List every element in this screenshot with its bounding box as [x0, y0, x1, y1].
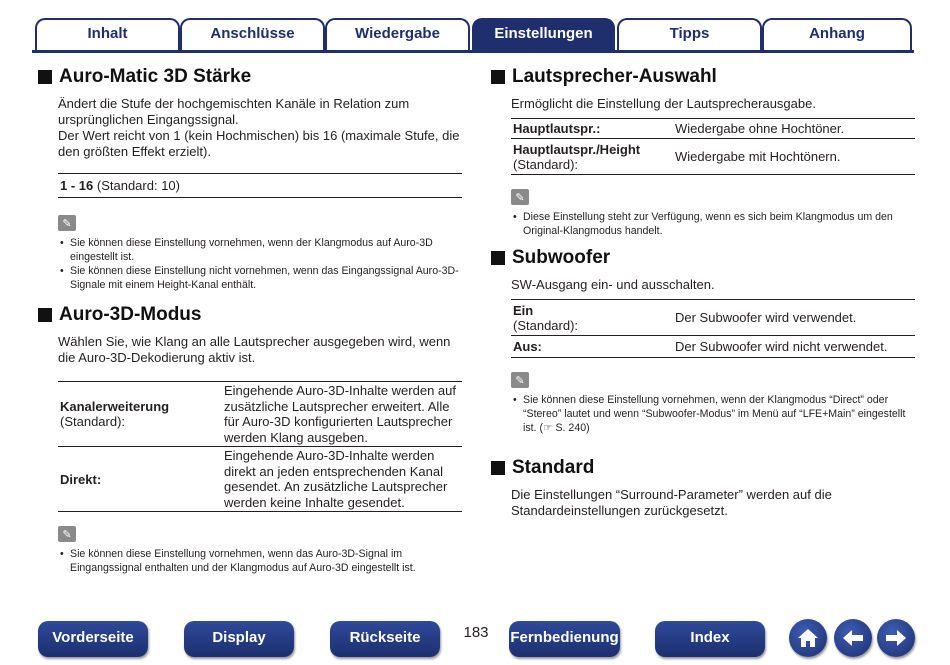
subwoofer-table: [511, 299, 915, 358]
back-button[interactable]: [834, 619, 872, 657]
note-text: Sie können diese Einstellung vornehmen, wenn der Klangmodus “Direct” oder “Stereo” lautet und wenn “Subwoofer-Modus” im Menü auf “LFE+Main” eingestellt ist.: [523, 394, 906, 434]
pencil-icon: ✎: [58, 526, 76, 542]
tab-inhalt[interactable]: Inhalt: [35, 18, 180, 52]
pointing-hand-icon: ☞: [543, 422, 553, 434]
table-row: [511, 336, 915, 358]
vorderseite-button[interactable]: Vorderseite: [38, 621, 148, 657]
table-row: [58, 174, 462, 198]
row-sub: (Standard):: [60, 414, 126, 429]
home-button[interactable]: [789, 619, 827, 657]
tab-underline: [32, 50, 914, 53]
value-table: [58, 173, 462, 198]
table-value-cell: Der Subwoofer wird verwendet.: [673, 300, 915, 336]
square-bullet-icon: [491, 461, 505, 475]
fernbedienung-button[interactable]: Fernbedienung: [509, 621, 620, 657]
note-item: • Diese Einstellung steht zur Verfügung, wenn es sich beim Klangmodus um den Original-Klangmodus handelt.: [511, 210, 915, 238]
table-key-cell: [511, 300, 673, 336]
row-key: Ein: [513, 302, 534, 318]
row-key: Kanalerweiterung: [60, 399, 170, 414]
note-list: [511, 210, 915, 238]
pencil-icon: ✎: [511, 189, 529, 205]
paragraph: SW-Ausgang ein- und ausschalten.: [511, 277, 715, 292]
rueckseite-button[interactable]: Rückseite: [330, 621, 440, 657]
section-heading-auro-matic: [38, 62, 462, 92]
table-value-cell: Der Subwoofer wird nicht verwendet.: [673, 336, 915, 358]
section-title: Lautsprecher-Auswahl: [512, 66, 717, 87]
row-key: Hauptlautspr.:: [513, 121, 601, 136]
table-value-cell: Wiedergabe mit Hochtönern.: [673, 139, 915, 175]
mode-table: [58, 381, 462, 512]
note-box: [58, 215, 462, 292]
paragraph: Ändert die Stufe der hochgemischten Kanäle in Relation zum ursprünglichen Eingangssignal.: [58, 96, 410, 127]
table-key-cell: [511, 119, 673, 139]
speaker-table: [511, 118, 915, 175]
table-cell: [58, 174, 462, 198]
table-key-cell: [511, 139, 673, 175]
table-row: [58, 447, 462, 512]
table-row: [511, 119, 915, 139]
table-row: [58, 382, 462, 447]
note-list: [511, 393, 915, 435]
tab-wiedergabe[interactable]: Wiedergabe: [325, 18, 470, 52]
section-title: Auro-Matic 3D Stärke: [59, 66, 252, 87]
table-key-cell: [58, 382, 220, 447]
table-row: [511, 300, 915, 336]
range-value: 1 - 16: [60, 178, 94, 193]
square-bullet-icon: [38, 70, 52, 84]
forward-button[interactable]: [877, 619, 915, 657]
table-value-cell: Eingehende Auro-3D-Inhalte werden auf zusätzliche Lautsprecher erweitert. Alle für Auro-3D konfigurierten Lautsprecher werden Klang ausgeben.: [220, 382, 462, 447]
left-column: [38, 62, 462, 575]
section-heading-auro-3d-modus: [38, 300, 462, 330]
tab-anschluesse[interactable]: Anschlüsse: [180, 18, 325, 52]
index-button[interactable]: Index: [655, 621, 765, 657]
paragraph: Ermöglicht die Einstellung der Lautsprecherausgabe.: [511, 96, 816, 111]
row-sub: (Standard):: [513, 156, 579, 172]
page-number: 183: [463, 624, 489, 641]
note-box: [58, 526, 462, 575]
page-reference-link[interactable]: S. 240): [555, 422, 590, 434]
arrow-left-icon: [841, 628, 865, 648]
home-icon: [796, 627, 820, 649]
section-heading-standard: [491, 453, 915, 483]
row-key: Aus:: [513, 339, 542, 354]
tab-tipps[interactable]: Tipps: [617, 18, 762, 52]
note-list: [58, 547, 462, 575]
section-heading-lautsprecher: [491, 62, 915, 92]
table-value-cell: Wiedergabe ohne Hochtöner.: [673, 119, 915, 139]
section-heading-subwoofer: [491, 243, 915, 273]
pencil-icon: ✎: [58, 215, 76, 231]
table-row: [511, 139, 915, 175]
row-key: Hauptlautspr./Height: [513, 141, 641, 157]
row-sub: (Standard):: [513, 317, 579, 333]
section-title: Subwoofer: [512, 247, 611, 268]
paragraph: Die Einstellungen “Surround-Parameter” werden auf die Standardeinstellungen zurückgesetzt.: [511, 487, 832, 518]
section-title: Standard: [512, 457, 595, 478]
note-item: [511, 393, 915, 435]
note-list: [58, 236, 462, 292]
tab-anhang[interactable]: Anhang: [762, 18, 912, 52]
right-column: [491, 62, 915, 519]
display-button[interactable]: Display: [184, 621, 294, 657]
paragraph: Wählen Sie, wie Klang an alle Lautsprecher ausgegeben wird, wenn die Auro-3D-Dekodierung aktiv ist.: [58, 334, 451, 365]
row-key: Direkt:: [60, 471, 102, 487]
square-bullet-icon: [491, 70, 505, 84]
section-title: Auro-3D-Modus: [59, 304, 202, 325]
range-default: (Standard: 10): [96, 178, 180, 193]
table-value-cell: Eingehende Auro-3D-Inhalte werden direkt an jeden entsprechenden Kanal gesendet. An zusätzliche Lautsprecher werden keine Inhalte gesendet.: [220, 447, 462, 512]
square-bullet-icon: [38, 308, 52, 322]
square-bullet-icon: [491, 251, 505, 265]
note-item: • Sie können diese Einstellung vornehmen, wenn das Auro-3D-Signal im Eingangssignal enthalten und der Klangmodus auf Auro-3D eingestellt ist.: [58, 547, 462, 575]
note-box: [511, 372, 915, 435]
tab-bar: [0, 0, 950, 56]
table-key-cell: [58, 447, 220, 512]
note-item: • Sie können diese Einstellung vornehmen, wenn der Klangmodus auf Auro-3D eingestellt ist.: [58, 236, 462, 264]
pencil-icon: ✎: [511, 372, 529, 388]
note-box: [511, 189, 915, 238]
note-ref-open: (: [539, 422, 544, 434]
tab-einstellungen[interactable]: Einstellungen: [472, 18, 615, 52]
arrow-right-icon: [884, 628, 908, 648]
table-key-cell: [511, 336, 673, 358]
note-item: • Sie können diese Einstellung nicht vornehmen, wenn das Eingangssignal Auro-3D-Signale mit einem Height-Kanal enthält.: [58, 264, 462, 292]
paragraph: Der Wert reicht von 1 (kein Hochmischen) bis 16 (maximale Stufe, die den größten Effekt erzielt).: [58, 128, 460, 159]
